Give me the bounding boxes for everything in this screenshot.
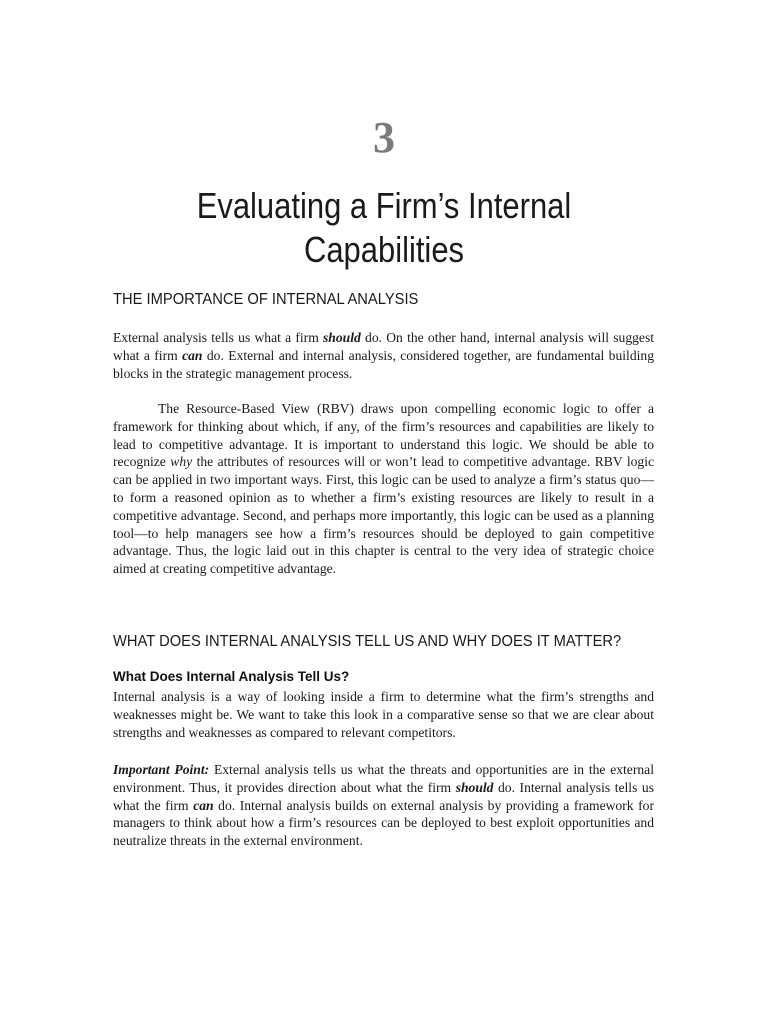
emphasis-why: why — [170, 454, 193, 470]
paragraph-text: do. Internal analysis tells us what the firm — [113, 779, 654, 813]
paragraph-text: do. On the other hand, internal analysis will suggest what a firm — [113, 330, 655, 363]
paragraph-internal-analysis: Internal analysis is a way of looking inside a firm to determine what the firm’s strengths and weaknesses might be. We want to take this look in a comparative sense so that we are clear about strengths and weaknesses as compared to relevant competitors. — [113, 689, 654, 740]
emphasis-should: should — [455, 779, 494, 795]
important-point-label: Important Point: — [113, 762, 210, 777]
paragraph-text: External analysis tells us what a firm — [113, 330, 324, 345]
section-heading-what-does: WHAT DOES INTERNAL ANALYSIS TELL US AND WHY DOES IT MATTER? — [113, 633, 622, 650]
paragraph-text: External analysis tells us what the threats and opportunities are in the external environment. Thus, it provides direction about what the firm — [113, 762, 654, 795]
paragraph-important-point — [113, 761, 654, 850]
paragraph-text: do. External and internal analysis, considered together, are fundamental building blocks in the strategic management process. — [113, 347, 654, 381]
chapter-title — [54, 184, 714, 272]
emphasis-should: should — [323, 330, 361, 345]
paragraph-rbv — [113, 400, 654, 578]
chapter-title-line-1: Evaluating a Firm’s Internal — [196, 185, 572, 226]
emphasis-can: can — [182, 347, 203, 363]
paragraph-external-internal — [113, 329, 654, 382]
paragraph-text: The Resource-Based View (RBV) draws upon compelling economic logic to offer a framework for thinking about which, if any, of the firm’s resources and capabilities are likely to lead to competitive advantage. It is important to understand this logic. We should be able to recognize — [113, 401, 654, 470]
paragraph-text: do. Internal analysis builds on external analysis by providing a framework for managers to think about how a firm’s resources can be deployed to best exploit opportunities and neutralize threats in the external environment. — [113, 797, 654, 849]
subheading-what-does-internal-analysis: What Does Internal Analysis Tell Us? — [113, 669, 350, 684]
chapter-number: 3 — [373, 113, 395, 162]
emphasis-can: can — [193, 797, 214, 813]
paragraph-text: the attributes of resources will or won’t lead to competitive advantage. RBV logic can be applied in two important ways. First, this logic can be used to analyze a firm’s status quo—to form a reasoned opinion as to whether a firm’s existing resources are likely to result in a competitive advantage. Second, and perhaps more importantly, this logic can be used as a planning tool—to help managers see how a firm’s resources should be deployed to gain competitive advantage. Thus, the logic laid out in this chapter is central to the very idea of strategic choice aimed at creating competitive advantage. — [113, 454, 655, 577]
section-heading-importance: THE IMPORTANCE OF INTERNAL ANALYSIS — [113, 291, 419, 308]
chapter-title-line-2: Capabilities — [303, 229, 465, 270]
